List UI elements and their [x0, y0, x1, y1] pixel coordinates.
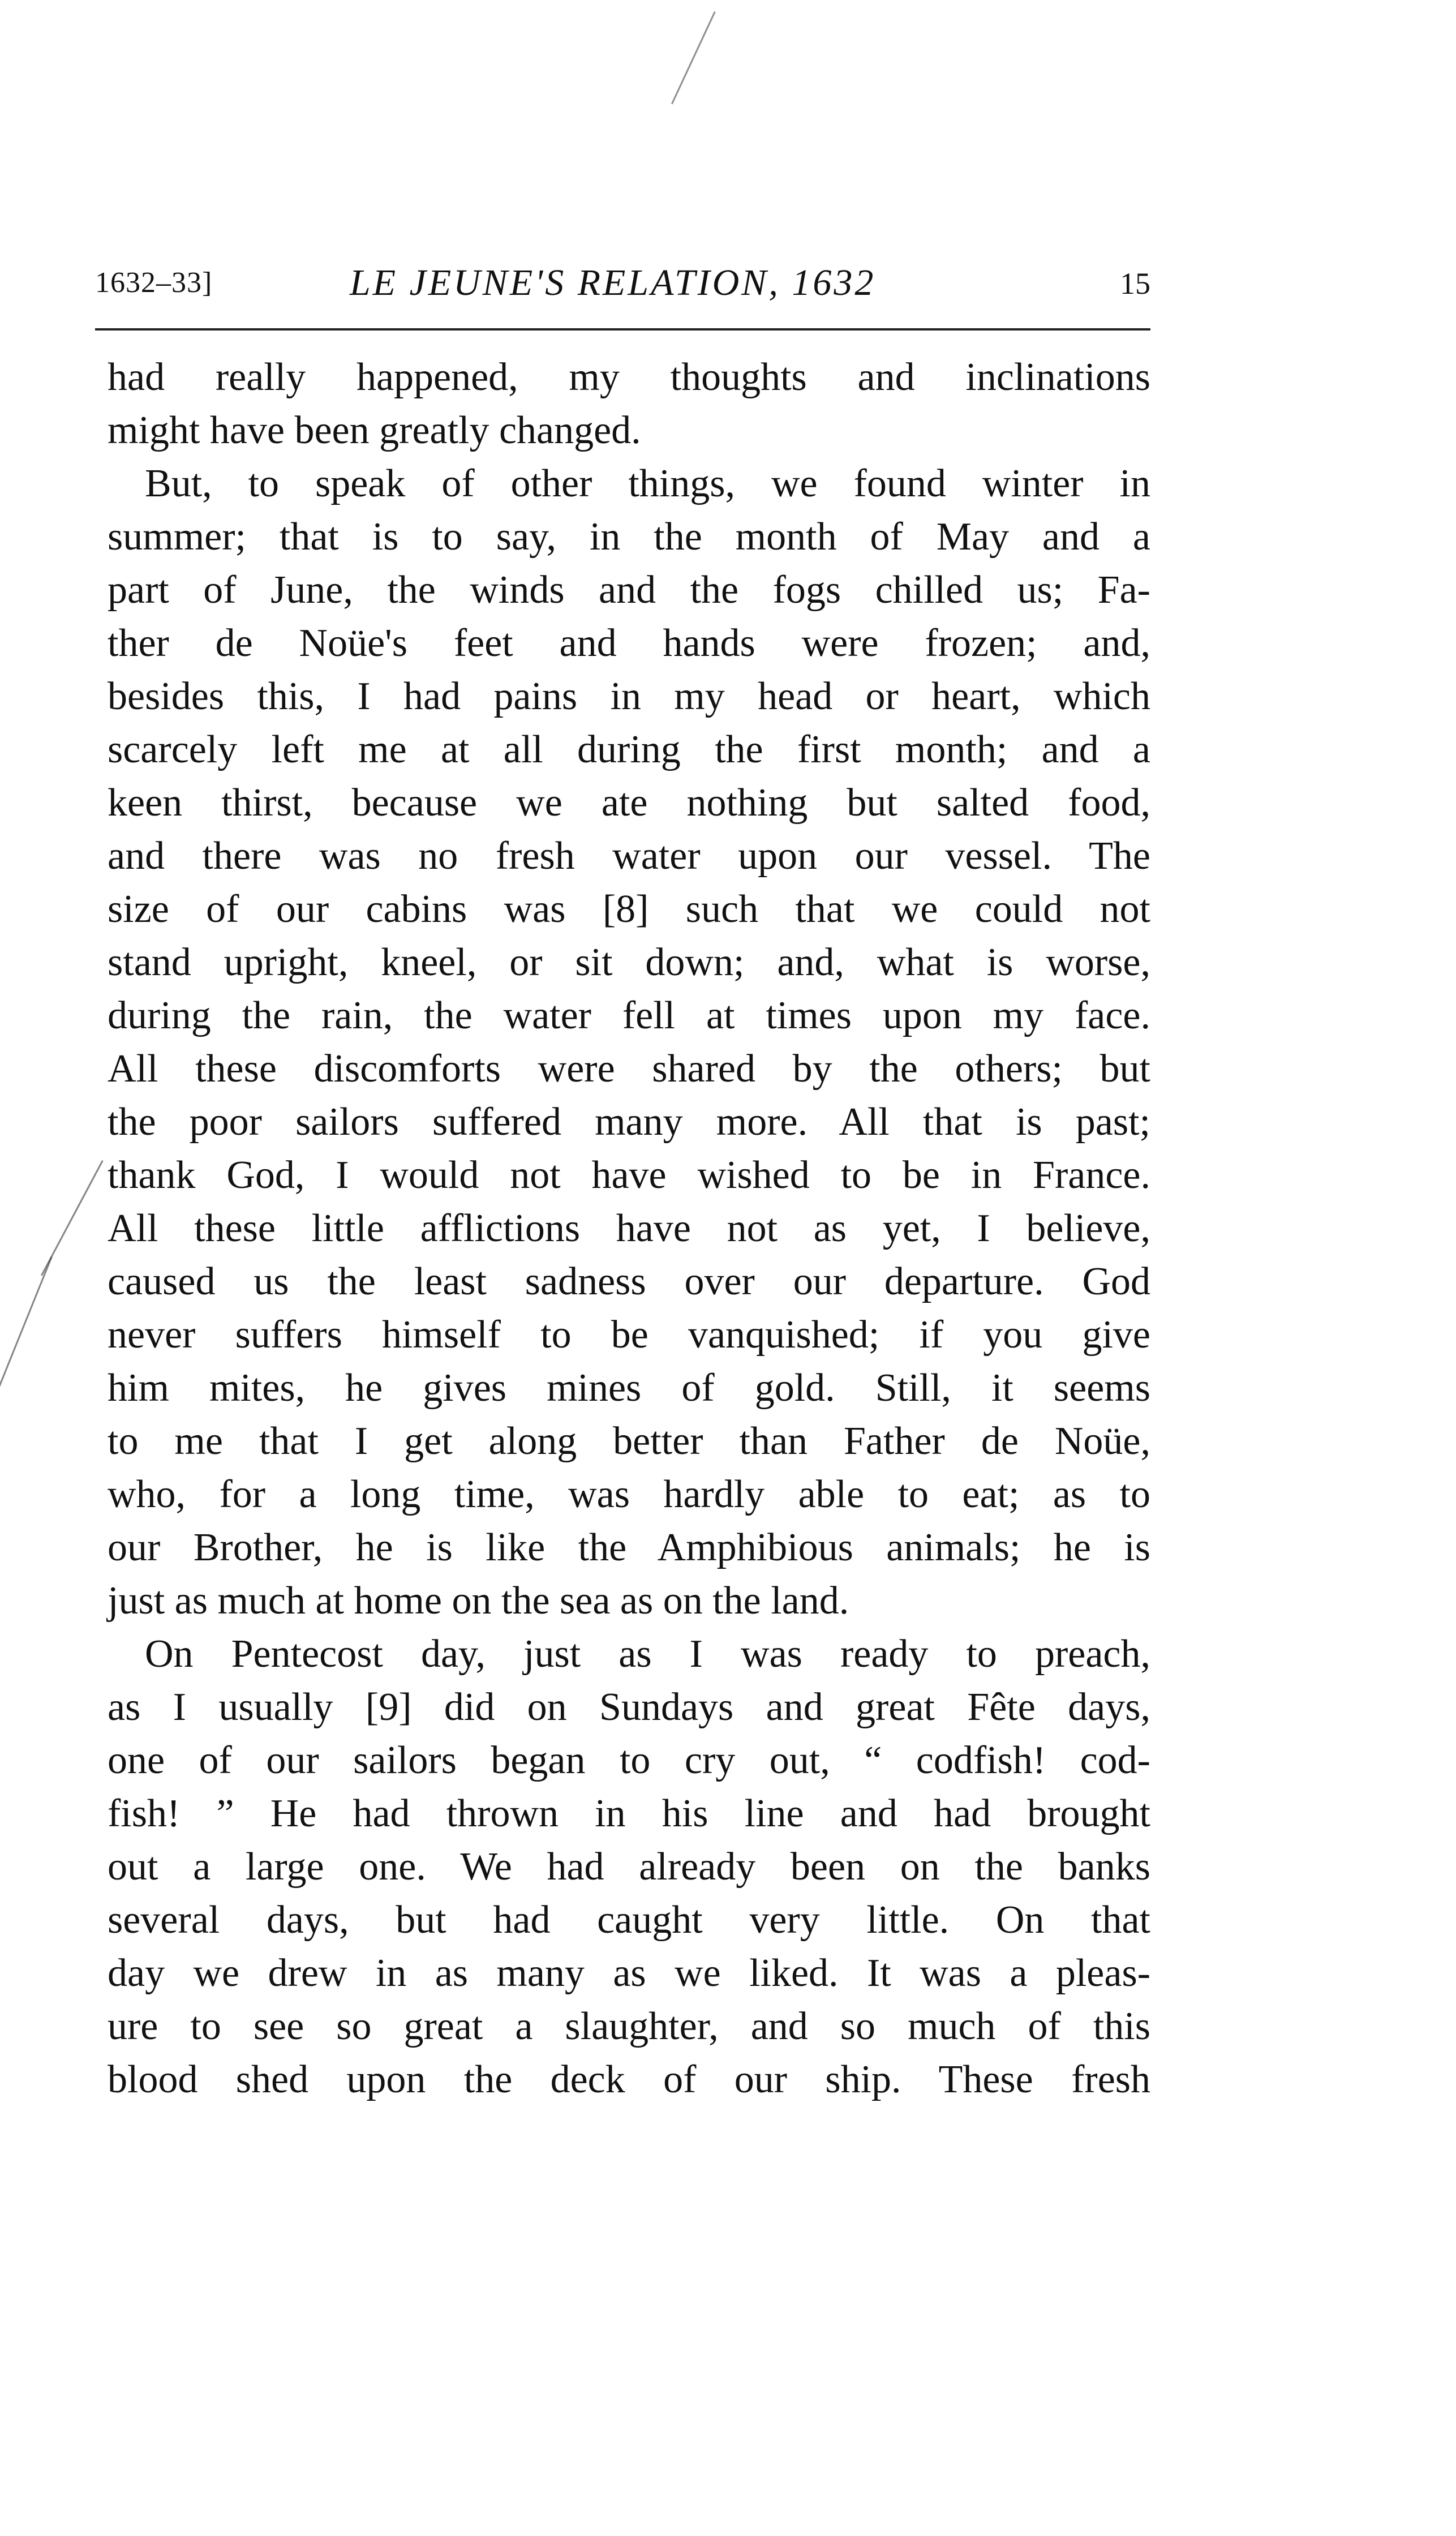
- header-title: LE JEUNE'S RELATION, 1632: [350, 262, 876, 303]
- text-line: scarcely left me at all during the first month; and a: [108, 728, 1150, 771]
- running-header: [95, 261, 1150, 312]
- text-line: size of our cabins was [8] such that we could not: [108, 887, 1150, 931]
- text-line: the poor sailors suffered many more. All that is past;: [108, 1100, 1150, 1144]
- text-line: caused us the least sadness over our departure. God: [108, 1260, 1150, 1303]
- text-line: had really happened, my thoughts and inclinations: [108, 355, 1150, 399]
- text-line: stand upright, kneel, or sit down; and, what is worse,: [108, 941, 1150, 984]
- text-line: never suffers himself to be vanquished; if you give: [108, 1313, 1150, 1357]
- text-line: All these discomforts were shared by the others; but: [108, 1047, 1150, 1091]
- text-line: him mites, he gives mines of gold. Still, it seems: [108, 1366, 1150, 1410]
- text-line: just as much at home on the sea as on the land.: [108, 1579, 849, 1623]
- page-number: 15: [1120, 267, 1150, 301]
- text-line: day we drew in as many as we liked. It was a pleas-: [108, 1951, 1150, 1995]
- header-rule: [95, 328, 1150, 331]
- text-line: ther de Noüe's feet and hands were frozen; and,: [108, 621, 1150, 665]
- text-line: who, for a long time, was hardly able to eat; as to: [108, 1473, 1150, 1516]
- text-line: On Pentecost day, just as I was ready to preach,: [145, 1632, 1150, 1676]
- pencil-mark-top: [671, 11, 716, 104]
- body-text: [108, 351, 1150, 2106]
- text-line: several days, but had caught very little. On that: [108, 1898, 1150, 1942]
- text-line: to me that I get along better than Father de Noüe,: [108, 1419, 1150, 1463]
- text-line: But, to speak of other things, we found winter in: [145, 462, 1150, 505]
- text-line: All these little afflictions have not as yet, I believe,: [108, 1207, 1150, 1250]
- text-line: and there was no fresh water upon our vessel. The: [108, 834, 1150, 878]
- text-line: our Brother, he is like the Amphibious animals; he is: [108, 1526, 1150, 1569]
- pencil-mark-left-2: [0, 1256, 53, 1398]
- text-line: ure to see so great a slaughter, and so much of this: [108, 2005, 1150, 2048]
- text-line: out a large one. We had already been on the banks: [108, 1845, 1150, 1889]
- text-line: blood shed upon the deck of our ship. These fresh: [108, 2058, 1150, 2101]
- text-line: during the rain, the water fell at times upon my face.: [108, 994, 1150, 1037]
- text-line: thank God, I would not have wished to be in France.: [108, 1153, 1150, 1197]
- text-line: summer; that is to say, in the month of May and a: [108, 515, 1150, 559]
- text-line: keen thirst, because we ate nothing but salted food,: [108, 781, 1150, 825]
- text-line: besides this, I had pains in my head or heart, which: [108, 675, 1150, 718]
- text-line: part of June, the winds and the fogs chilled us; Fa-: [108, 568, 1150, 612]
- text-line: one of our sailors began to cry out, “ codfish! cod-: [108, 1739, 1150, 1782]
- text-line: might have been greatly changed.: [108, 409, 641, 452]
- text-line: fish! ” He had thrown in his line and had brought: [108, 1792, 1150, 1835]
- text-line: as I usually [9] did on Sundays and great Fête days,: [108, 1685, 1150, 1729]
- header-year-range: 1632–33]: [95, 267, 213, 299]
